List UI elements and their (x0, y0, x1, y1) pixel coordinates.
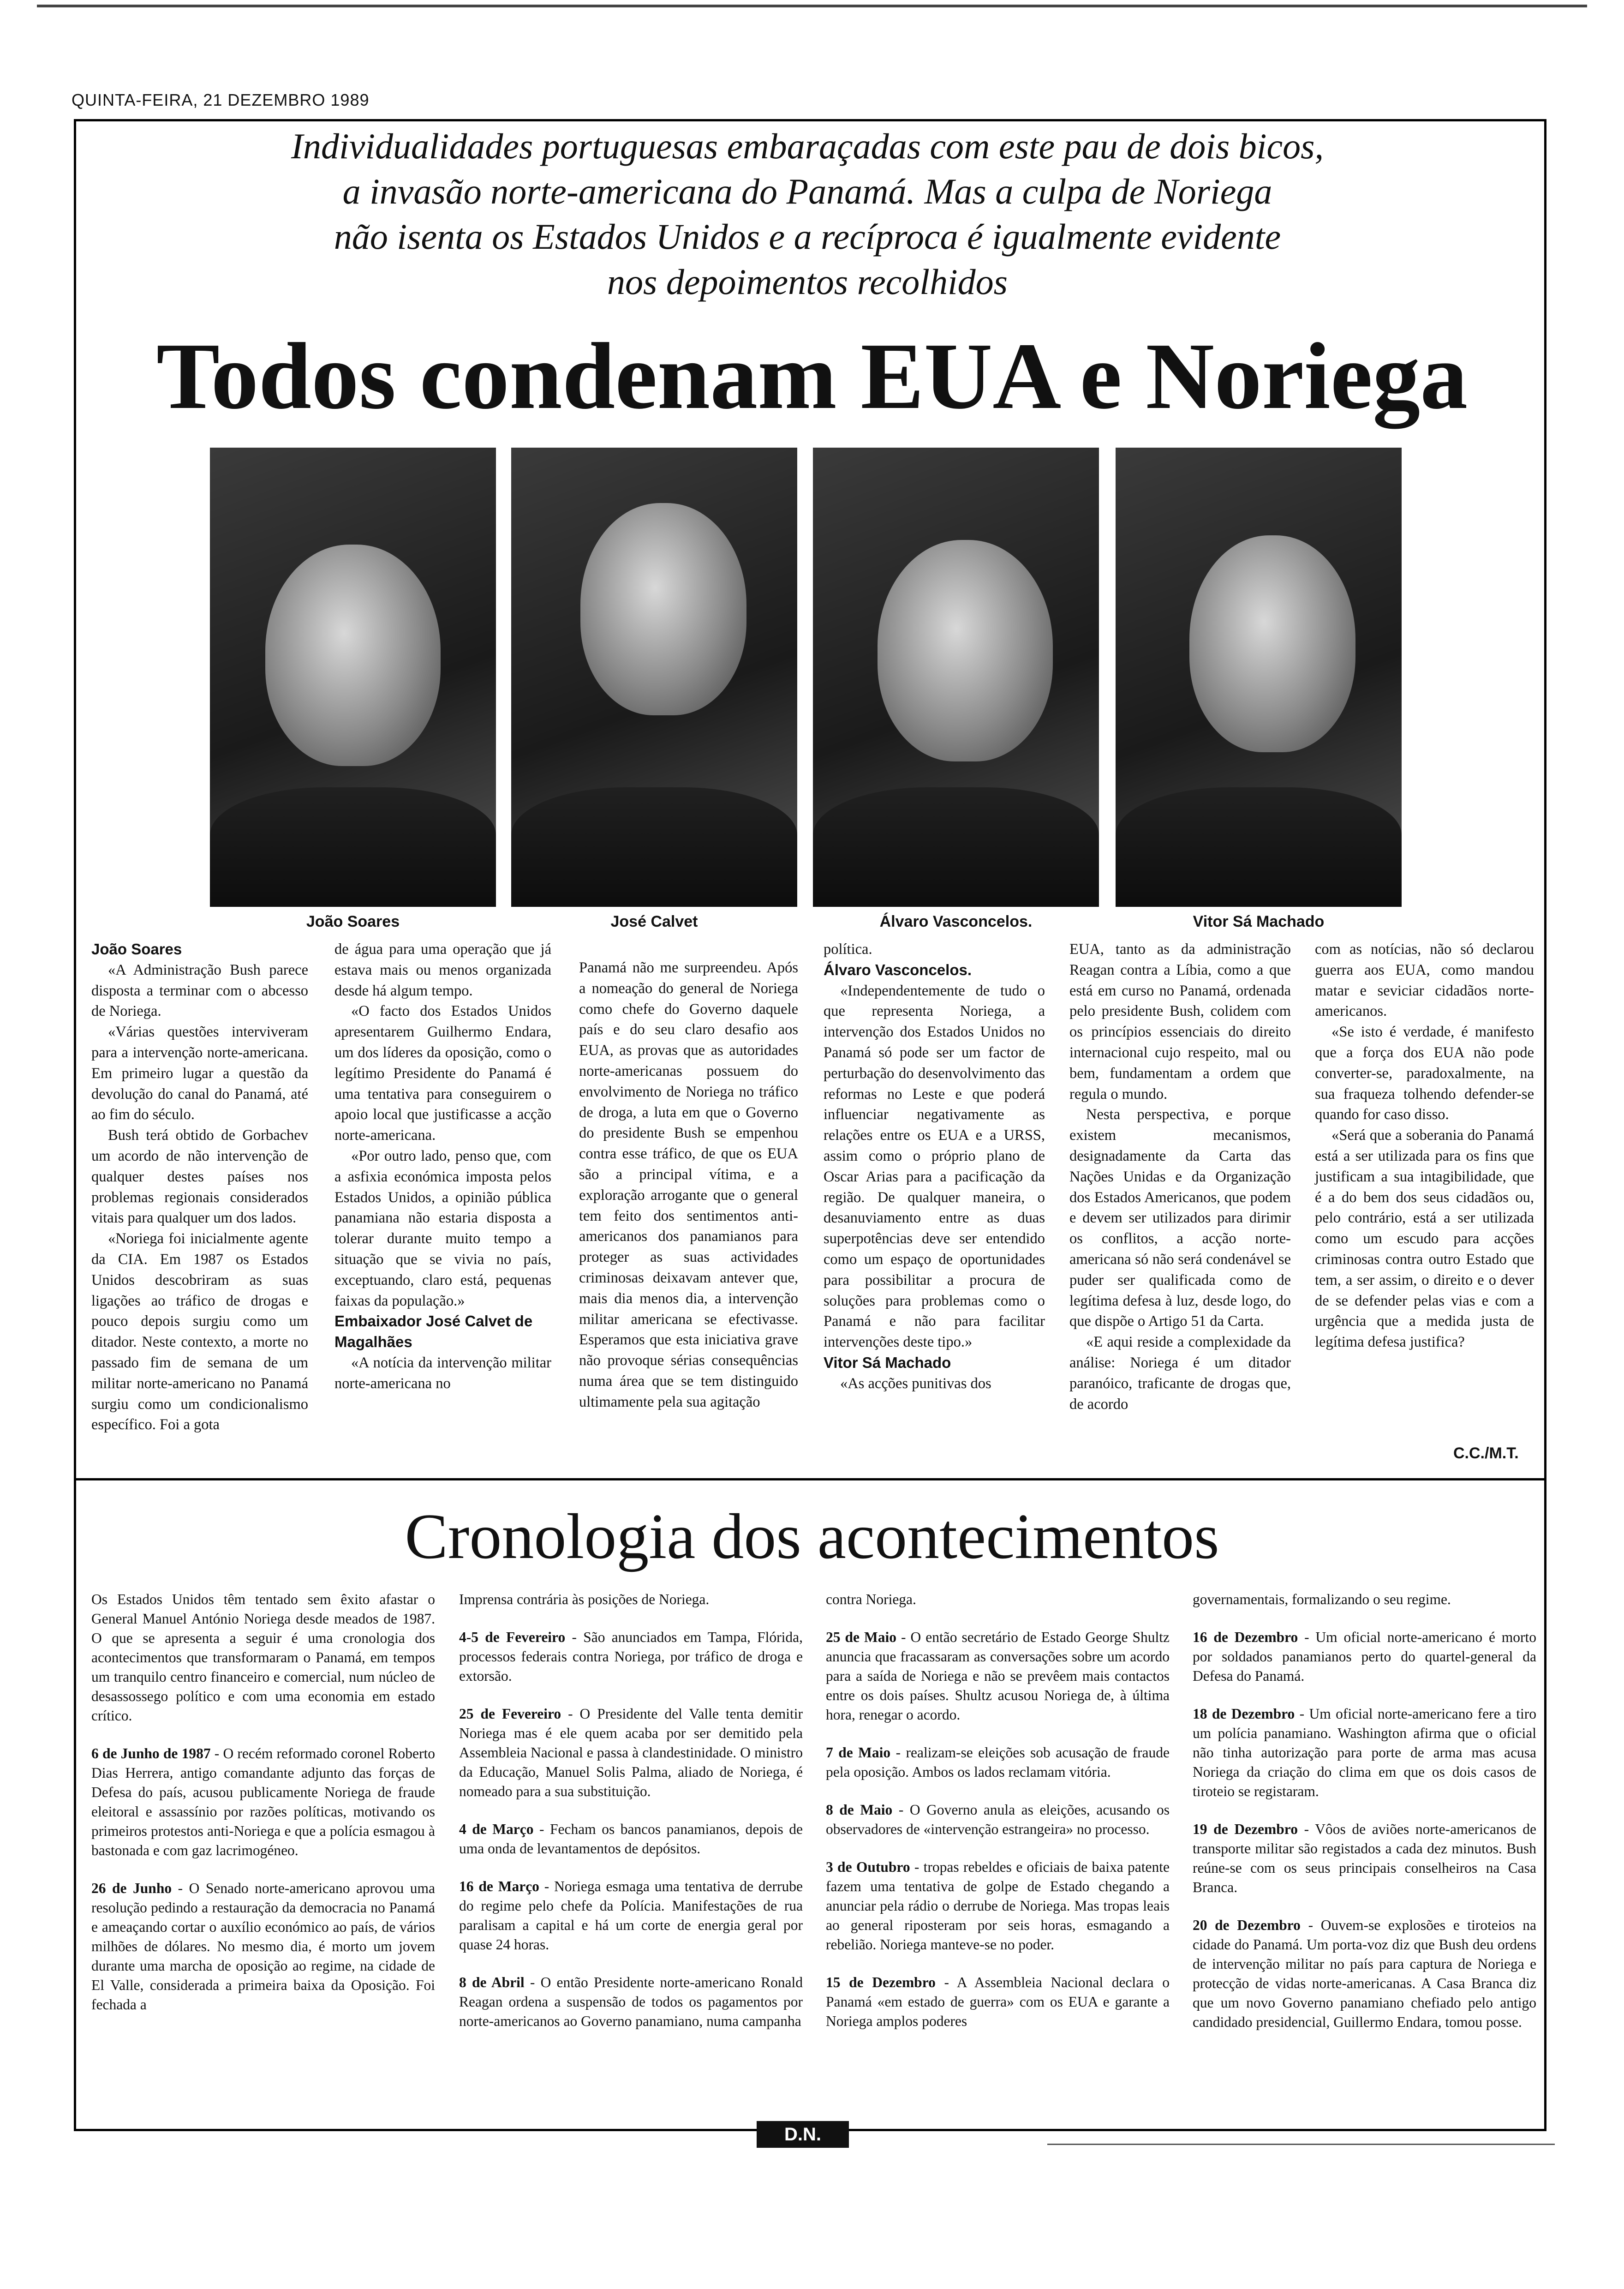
chronology-date: 7 de Maio (826, 1744, 891, 1761)
chronology-text: - tropas rebeldes e oficiais de baixa patente fazem uma tentativa de golpe de Estado chegando a anunciar pela rádio o derrube de Noriega. Mas tropas leais ao general riposteram por seis horas, esmagando a rebelião. Noriega manteve-se no poder. (826, 1859, 1170, 1953)
article-paragraph: «A Administração Bush parece disposta a terminar com o abcesso de Noriega. (91, 961, 308, 1020)
kicker-line: nos depoimentos recolhidos (607, 262, 1008, 302)
chronology-date: 15 de Dezembro (826, 1974, 936, 1990)
article-paragraph: Nesta perspectiva, e porque existem mecanismos, designadamente da Carta das Nações Unidas e da Organização dos Estados Americanos, que podem e devem ser utilizados para dirimir os conflitos, a acção norte-americana só não será condenável se puder ser qualificada como de legítima defesa à luz, desde logo, do que dispõe o Artigo 51 da Carta. (1069, 1106, 1291, 1330)
chronology-entry (826, 1590, 1170, 1609)
chronology-date: 19 de Dezembro (1193, 1821, 1298, 1837)
chronology-column (826, 1590, 1170, 2049)
chronology-text: governamentais, formalizando o seu regime. (1193, 1591, 1451, 1607)
chronology-entry (459, 1704, 803, 1801)
chronology-entry (1193, 1916, 1536, 2032)
chronology-text: Os Estados Unidos têm tentado sem êxito afastar o General Manuel António Noriega desde meados de 1987. O que se apresenta a seguir é uma cronologia dos acontecimentos que transformaram o Panamá, em tempos um tranquilo centro financeiro e comercial, num núcleo de desassossego político e com uma economia em estado crítico. (91, 1591, 435, 1724)
chronology-entry (826, 1743, 1170, 1782)
chronology-date: 3 de Outubro (826, 1859, 910, 1875)
chronology-date: 18 de Dezembro (1193, 1706, 1295, 1722)
author-signature: C.C./M.T. (1453, 1444, 1519, 1462)
photo-caption: Álvaro Vasconcelos. (879, 913, 1033, 930)
article-paragraph: «As acções punitivas dos (840, 1375, 991, 1392)
chronology-entry (826, 1800, 1170, 1839)
article-paragraph: «Independentemente de tudo o que representa Noriega, a intervenção dos Estados Unidos no Panamá só pode ser um factor de perturbação do desenvolvimento das reformas no Leste e que poderá influenciar negativamente as relações entre os EUA e a URSS, assim como o próprio plano de Oscar Arias para a pacificação da região. De qualquer maneira, o desanuviamento entre as duas superpotências deve ser entendido como um espaço de oportunidades para possibilitar a procura de soluções para problemas como o Panamá e não para facilitar intervenções deste tipo.» (824, 982, 1045, 1351)
chronology-date: 8 de Abril (459, 1974, 525, 1990)
chronology-entry (1193, 1704, 1536, 1801)
chronology-entry (826, 1973, 1170, 2031)
article-column (1069, 939, 1291, 1414)
article-paragraph: política. (824, 941, 872, 958)
chronology-text: - Ouvem-se explosões e tiroteios na cidade do Panamá. Um porta-voz diz que Bush deu ordens de intervenção militar no país para captura de Noriega e protecção de vidas norte-americanas. A Casa Branca diz que um novo Governo panamiano chefiado pelo antigo candidado presidencial, Guillermo Endara, tomou posse. (1193, 1917, 1536, 2030)
article-byline: Álvaro Vasconcelos. (824, 961, 972, 978)
chronology-entry (91, 1879, 435, 2014)
article-paragraph: «Noriega foi inicialmente agente da CIA. Em 1987 os Estados Unidos descobriram as suas ligações ao tráfico de drogas e pouco depois surgiu como um ditador. Neste contexto, a morte no passado fim de semana de um militar norte-americano no Panamá surgiu como um condicionalismo específico. Foi a gota (91, 1230, 308, 1433)
chronology-entry (459, 1973, 803, 2031)
chronology-text: - O recém reformado coronel Roberto Dias Herrera, antigo comandante adjunto das forças de Defesa do país, acusou publicamente Noriega de fraude eleitoral e assassínio por razões políticas, motivando os primeiros protestos anti-Noriega e que a polícia esmagou à bastonada e com gaz lacrimogéneo. (91, 1745, 436, 1858)
chronology-entry (459, 1820, 803, 1858)
photo-joao-soares (210, 448, 496, 907)
article-paragraph: com as notícias, não só declarou guerra aos EUA, como mandou matar e seviciar cidadãos norte-americanos. (1315, 941, 1534, 1020)
article-byline: Embaixador José Calvet de Magalhães (334, 1312, 533, 1351)
chronology-text: contra Noriega. (826, 1591, 916, 1607)
article-column (579, 958, 798, 1413)
article-paragraph: «Várias questões interviveram para a intervenção norte-americana. Em primeiro lugar a questão da devolução do canal do Panamá, até ao fim do século. (91, 1024, 308, 1123)
article-paragraph: de água para uma operação que já estava mais ou menos organizada desde há algum tempo. (334, 941, 551, 999)
article-paragraph: «Se isto é verdade, é manifesto que a força dos EUA não pode converter-se, paradoxalmente, na sua fraqueza tolhendo defender-se quando for caso disso. (1315, 1024, 1534, 1123)
chronology-text: - Vôos de aviões norte-americanos de transporte militar são registados a cada dez minutos. Bush reúne-se com os seus principais conselheiros na Casa Branca. (1193, 1821, 1536, 1895)
chronology-entry (1193, 1628, 1536, 1686)
article-paragraph: «A notícia da intervenção militar norte-americana no (334, 1354, 551, 1392)
chronology-entry (91, 1590, 435, 1726)
chronology-text: - realizam-se eleições sob acusação de fraude pela oposição. Ambos os lados reclamam vitória. (826, 1744, 1170, 1780)
article-byline: Vitor Sá Machado (824, 1354, 951, 1371)
article-paragraph: «E aqui reside a complexidade da análise: Noriega é um ditador paranóico, traficante de drogas que, de acordo (1069, 1334, 1291, 1413)
article-column (1315, 939, 1534, 1353)
chronology-text: - Fecham os bancos panamianos, depois de uma onda de levantamentos de depósitos. (459, 1821, 803, 1857)
photo-vitor-sa-machado (1116, 448, 1402, 907)
chronology-text: - A Assembleia Nacional declara o Panamá «em estado de guerra» com os EUA e garante a Noriega amplos poderes (826, 1974, 1170, 2029)
article-byline: João Soares (91, 941, 182, 958)
chronology-date: 4 de Março (459, 1821, 534, 1837)
photo-jose-calvet (511, 448, 797, 907)
chronology-text: - O Presidente del Valle tenta demitir Noriega mas é ele quem acaba por ser demitido pela Assembleia Nacional e passa à clandestinidade. O ministro da Educação, Manuel Solis Palma, aliado de Noriega, é nomeado para a sua substituição. (459, 1706, 803, 1799)
page-footer-logo: D.N. (757, 2121, 849, 2148)
headline: Todos condenam EUA e Noriega (156, 323, 1468, 429)
chronology-text: Imprensa contrária às posições de Noriega. (459, 1591, 710, 1607)
photo-caption: José Calvet (610, 913, 698, 930)
chronology-entry (459, 1628, 803, 1686)
chronology-entry (826, 1858, 1170, 1954)
chronology-column (459, 1590, 803, 2049)
top-rule (37, 5, 1587, 7)
chronology-date: 16 de Março (459, 1878, 539, 1894)
chronology-entry (91, 1744, 435, 1860)
kicker-line: Individualidades portuguesas embaraçadas com este pau de dois bicos, (291, 126, 1324, 166)
article-paragraph: Bush terá obtido de Gorbachev um acordo de não intervenção de qualquer destes países nos problemas regionais considerados vitais para qualquer um dos lados. (91, 1127, 308, 1227)
dateline: QUINTA-FEIRA, 21 DEZEMBRO 1989 (72, 90, 370, 109)
kicker (92, 124, 1522, 305)
article-paragraph: «Por outro lado, penso que, com a asfixia económica imposta pelos Estados Unidos, a opinião pública panamiana não estaria disposta a tolerar durante muito tempo a situação que se vivia no país, exceptuando, claro está, pequenas faixas da população.» (334, 1147, 551, 1309)
chronology-date: 6 de Junho de 1987 (91, 1745, 211, 1762)
chronology-text: - Noriega esmaga uma tentativa de derrube do regime pelo chefe da Polícia. Manifestações de rua paralisam a capital e há um corte de energia geral por quase 24 horas. (459, 1878, 803, 1953)
article-paragraph: Panamá não me surpreendeu. Após a nomeação do general de Noriega como chefe do Governo daquele país e do seu claro desafio aos EUA, as provas que as autoridades norte-americanas possuem do envolvimento de Noriega no tráfico de droga, a luta em que o Governo do presidente Bush se empenhou contra esse tráfico, de que os EUA são a principal vítima, e a exploração arrogante que o general tem feito dos sentimentos anti-americanos dos panamianos para proteger as suas actividades criminosas deixavam antever que, mais dia menos dia, a intervenção militar americana se efectivasse. Esperamos que esta iniciativa grave não provoque sérias consequências numa área que se tem distinguido ultimamente pela sua agitação (579, 959, 798, 1410)
chronology-entry (459, 1877, 803, 1954)
chronology-date: 16 de Dezembro (1193, 1629, 1298, 1645)
chronology-text: - São anunciados em Tampa, Flórida, processos federais contra Noriega, por tráfico de droga e extorsão. (459, 1629, 803, 1684)
chronology-date: 20 de Dezembro (1193, 1917, 1301, 1933)
article-paragraph: «O facto dos Estados Unidos apresentarem Guilhermo Endara, um dos líderes da oposição, como o legítimo Presidente do Panamá é uma tentativa para conseguirem o apoio local que justificasse a acção norte-americana. (334, 1003, 551, 1144)
article-column (824, 939, 1045, 1394)
chronology-date: 8 de Maio (826, 1802, 893, 1818)
photo-caption: João Soares (306, 913, 400, 930)
chronology-text: - O então secretário de Estado George Shultz anuncia que fracassaram as conversações sobre um acordo para a saída de Noriega e não se prevêem mais contactos entre os dois países. Shultz acusou Noriega de, à última hora, renegar o acordo. (826, 1629, 1170, 1723)
chronology-column (1193, 1590, 1536, 2050)
chronology-text: - Um oficial norte-americano fere a tiro um polícia panamiano. Washington afirma que o oficial não tinha autorização para porte de arma mas acusa Noriega da criação do clima em que os dois casos de tiroteio se registaram. (1193, 1706, 1536, 1799)
kicker-line: não isenta os Estados Unidos e a recíproca é igualmente evidente (334, 216, 1281, 257)
chronology-entry (1193, 1820, 1536, 1897)
chronology-text: - Um oficial norte-americano é morto por soldados panamianos perto do quartel-general da Defesa do Panamá. (1193, 1629, 1536, 1684)
chronology-text: - O Governo anula as eleições, acusando os observadores de «intervenção estrangeira» no processo. (826, 1802, 1170, 1837)
chronology-text: - O então Presidente norte-americano Ronald Reagan ordena a suspensão de todos os pagamentos por norte-americanos ao Governo panamiano, numa campanha (459, 1974, 803, 2029)
article-paragraph: EUA, tanto as da administração Reagan contra a Líbia, como a que está em curso no Panamá, ordenada pelo presidente Bush, colidem com os princípios essenciais do direito internacional cujo respeito, mal ou bem, fundamentam a ordem que regula o mundo. (1069, 941, 1291, 1103)
chronology-entry (459, 1590, 803, 1609)
article-column (334, 939, 551, 1394)
chronology-entry (826, 1628, 1170, 1725)
photo-alvaro-vasconcelos (813, 448, 1099, 907)
article-paragraph: «Será que a soberania do Panamá está a ser utilizada para os fins que justificam a sua intagibilidade, que é a do bem dos seus cidadãos ou, pelo contrário, está a ser utilizada como um escudo para acções criminosas contra outro Estado que tem, a ser assim, o direito e o dever de se defender pelas vias e com a urgência que a medida justa de legítima defesa justifica? (1315, 1127, 1534, 1351)
chronology-date: 25 de Fevereiro (459, 1706, 561, 1722)
chronology-text: - O Senado norte-americano aprovou uma resolução pedindo a restauração da democracia no Panamá e ameaçando cortar o auxílio económico ao país, de vários milhões de dólares. No mesmo dia, é morto um jovem durante uma marcha de oposição ao regime, na cidade de El Valle, considerada a primeira baixa da Oposição. Foi fechada a (91, 1880, 435, 2013)
chronology-date: 4-5 de Fevereiro (459, 1629, 566, 1645)
photo-caption: Vitor Sá Machado (1193, 913, 1325, 930)
archive-stamp-line (1047, 2111, 1555, 2145)
kicker-line: a invasão norte-americana do Panamá. Mas a culpa de Noriega (342, 171, 1272, 211)
chronology-date: 25 de Maio (826, 1629, 896, 1645)
chronology-title: Cronologia dos acontecimentos (405, 1501, 1219, 1572)
chronology-entry (1193, 1590, 1536, 1609)
chronology-column (91, 1590, 435, 2033)
chronology-date: 26 de Junho (91, 1880, 172, 1896)
article-column (91, 939, 308, 1435)
